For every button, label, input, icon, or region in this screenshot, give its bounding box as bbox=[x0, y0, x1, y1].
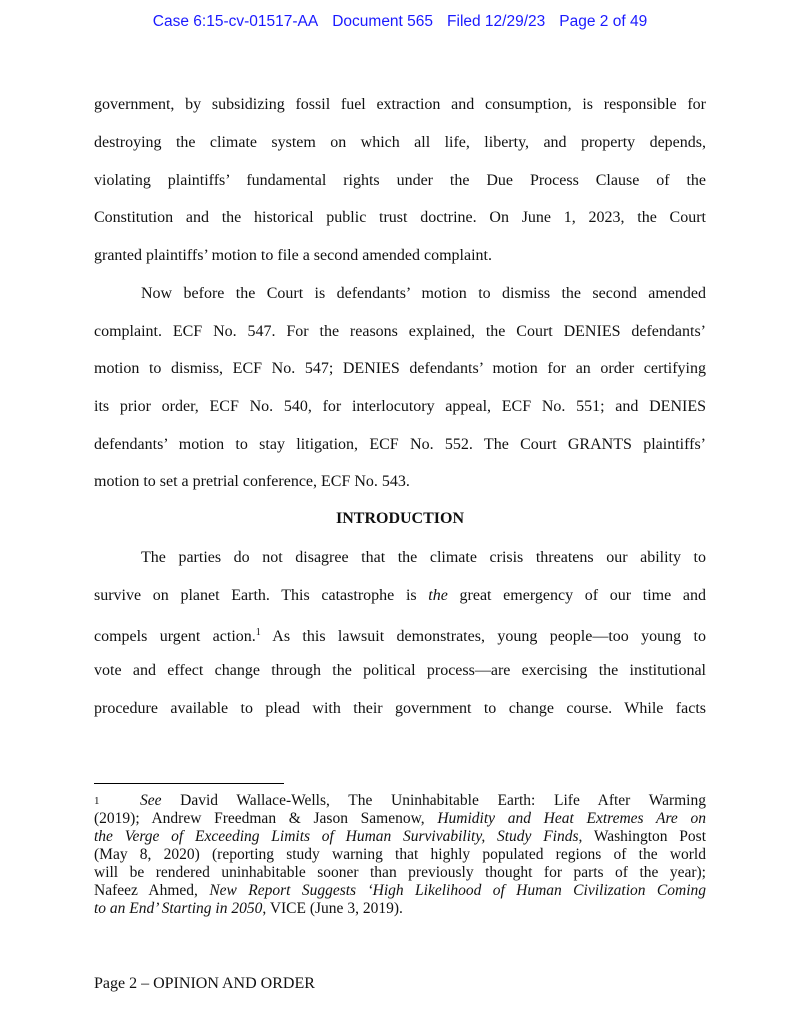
document-number: Document 565 bbox=[332, 13, 434, 30]
footnote-number: 1 bbox=[94, 795, 100, 807]
text-run: David Wallace-Wells, The Uninhabitable Earth: Life After Warming bbox=[161, 792, 706, 809]
text-line bbox=[141, 548, 706, 568]
text-line bbox=[94, 208, 706, 228]
text-run: the Verge of Exceeding Limits of Human Survivability, Study Finds bbox=[94, 828, 579, 845]
text-run: As this lawsuit demonstrates, young people—too young to bbox=[260, 628, 706, 645]
text-run: (May 8, 2020) (reporting study warning that highly populated regions of the world bbox=[94, 846, 706, 863]
text-line bbox=[94, 699, 706, 719]
text-line bbox=[94, 246, 706, 266]
text-line bbox=[94, 171, 706, 191]
footnote-line bbox=[94, 864, 706, 882]
text-run: destroying the climate system on which all life, liberty, and property depends, bbox=[94, 134, 706, 151]
footnote-line bbox=[94, 846, 706, 864]
text-line bbox=[94, 397, 706, 417]
text-run: New Report Suggests ‘High Likelihood of Human Civilization Coming bbox=[209, 882, 706, 899]
footnote-divider bbox=[94, 783, 284, 784]
section-heading: INTRODUCTION bbox=[335, 510, 464, 527]
text-run: will be rendered uninhabitable sooner than previously thought for parts of the year); bbox=[94, 864, 706, 881]
footnote-line bbox=[94, 900, 706, 918]
text-line bbox=[94, 435, 706, 455]
text-run: procedure available to plead with their government to change course. While facts bbox=[94, 700, 706, 717]
filed-date: Filed 12/29/23 bbox=[447, 13, 546, 30]
text-run: vote and effect change through the political process—are exercising the institutional bbox=[94, 662, 706, 679]
text-run: to an End’ Starting in 2050 bbox=[94, 900, 263, 917]
footnote-line bbox=[94, 810, 706, 828]
page-footer: Page 2 – OPINION AND ORDER bbox=[94, 975, 315, 992]
footnote-reference: 1 bbox=[255, 627, 261, 638]
text-line bbox=[94, 359, 706, 379]
text-run: government, by subsidizing fossil fuel extraction and consumption, is responsible for bbox=[94, 96, 706, 113]
text-line bbox=[94, 623, 706, 647]
text-run: the bbox=[428, 587, 448, 604]
text-run: Now before the Court is defendants’ motion to dismiss the second amended bbox=[141, 285, 706, 302]
text-line bbox=[94, 133, 706, 153]
text-run: motion to set a pretrial conference, ECF No. 543. bbox=[94, 473, 410, 490]
text-line bbox=[141, 284, 706, 304]
text-run: violating plaintiffs’ fundamental rights under the Due Process Clause of the bbox=[94, 172, 706, 189]
text-run: its prior order, ECF No. 540, for interlocutory appeal, ECF No. 551; and DENIES bbox=[94, 398, 706, 415]
text-run: Humidity and Heat Extremes Are on bbox=[437, 810, 706, 827]
text-run: (2019); Andrew Freedman & Jason Samenow, bbox=[94, 810, 438, 827]
text-line bbox=[94, 586, 706, 606]
page-count: Page 2 of 49 bbox=[559, 13, 648, 30]
text-run: See bbox=[140, 792, 162, 809]
text-run: , VICE (June 3, 2019). bbox=[262, 900, 403, 917]
text-run: The parties do not disagree that the climate crisis threatens our ability to bbox=[141, 549, 706, 566]
text-run: Nafeez Ahmed, bbox=[94, 882, 210, 899]
text-line bbox=[94, 95, 706, 115]
text-run: survive on planet Earth. This catastrophe is bbox=[94, 587, 429, 604]
text-line bbox=[94, 322, 706, 342]
text-run: defendants’ motion to stay litigation, ECF No. 552. The Court GRANTS plaintiffs’ bbox=[94, 436, 706, 453]
text-run: complaint. ECF No. 547. For the reasons explained, the Court DENIES defendants’ bbox=[94, 323, 706, 340]
text-line bbox=[94, 661, 706, 681]
text-run: granted plaintiffs’ motion to file a second amended complaint. bbox=[94, 247, 492, 264]
footnote-line bbox=[94, 828, 706, 846]
footnote-line bbox=[94, 792, 706, 810]
ecf-header bbox=[0, 13, 800, 31]
text-run: compels urgent action. bbox=[94, 628, 256, 645]
text-line bbox=[94, 472, 706, 492]
case-number: Case 6:15-cv-01517-AA bbox=[152, 13, 319, 30]
text-run: , Washington Post bbox=[578, 828, 706, 845]
text-run: motion to dismiss, ECF No. 547; DENIES defendants’ motion for an order certifying bbox=[94, 360, 706, 377]
text-run: Constitution and the historical public trust doctrine. On June 1, 2023, the Court bbox=[94, 209, 706, 226]
footnote-line bbox=[94, 882, 706, 900]
text-run: great emergency of our time and bbox=[447, 587, 706, 604]
